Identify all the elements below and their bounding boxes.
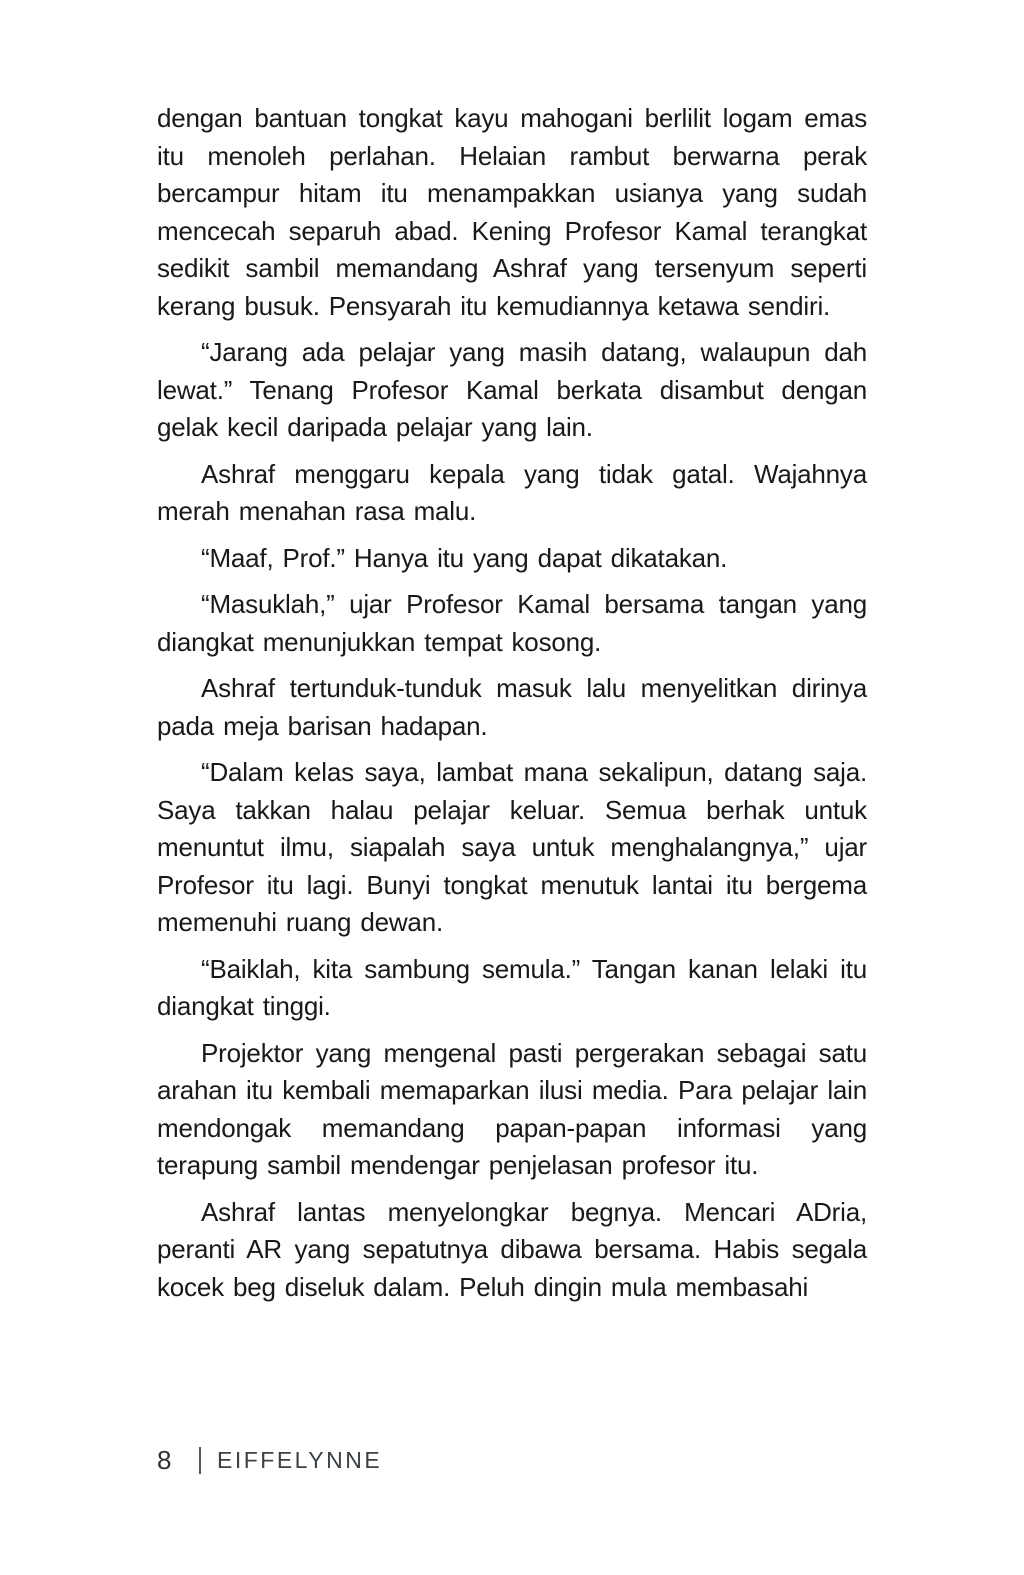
page-number: 8	[157, 1445, 172, 1475]
paragraph: “Masuklah,” ujar Profesor Kamal bersama tangan yang diangkat menunjukkan tempat kosong.	[157, 589, 867, 657]
paragraph: Ashraf menggaru kepala yang tidak gatal. Wajahnya merah menahan rasa malu.	[157, 458, 867, 526]
page-footer	[157, 1445, 382, 1476]
footer-divider	[199, 1447, 201, 1474]
paragraph: dengan bantuan tongkat kayu mahogani berlilit logam emas itu menoleh perlahan. Helaian rambut berwarna perak bercampur hitam itu menampakkan usianya yang sudah mencecah separuh abad. Kening Profesor Kamal terangkat sedikit sambil memandang Ashraf yang tersenyum seperti kerang busuk. Pensyarah itu kemudiannya ketawa sendiri.	[157, 103, 867, 321]
paragraph: Ashraf lantas menyelongkar begnya. Mencari ADria, peranti AR yang sepatutnya dibawa bersama. Habis segala kocek beg diseluk dalam. Peluh dingin mula membasahi	[157, 1196, 867, 1302]
paragraph: “Baiklah, kita sambung semula.” Tangan kanan lelaki itu diangkat tinggi.	[157, 953, 867, 1021]
paragraph: “Jarang ada pelajar yang masih datang, walaupun dah lewat.” Tenang Profesor Kamal berkata disambut dengan gelak kecil daripada pelajar yang lain.	[157, 337, 867, 442]
paragraph: “Maaf, Prof.” Hanya itu yang dapat dikatakan.	[201, 542, 728, 573]
book-title: EIFFELYNNE	[217, 1447, 383, 1473]
paragraph: “Dalam kelas saya, lambat mana sekalipun, datang saja. Saya takkan halau pelajar keluar. Semua berhak untuk menuntut ilmu, siapalah saya untuk menghalangnya,” ujar Profesor itu lagi. Bunyi tongkat menutuk lantai itu bergema memenuhi ruang dewan.	[157, 757, 867, 937]
paragraph: Ashraf tertunduk-tunduk masuk lalu menyelitkan dirinya pada meja barisan hadapan.	[157, 673, 867, 741]
page-text	[157, 100, 867, 1315]
paragraph: Projektor yang mengenal pasti pergerakan sebagai satu arahan itu kembali memaparkan ilusi media. Para pelajar lain mendongak memandang papan-papan informasi yang terapung sambil mendengar penjelasan profesor itu.	[157, 1037, 867, 1180]
